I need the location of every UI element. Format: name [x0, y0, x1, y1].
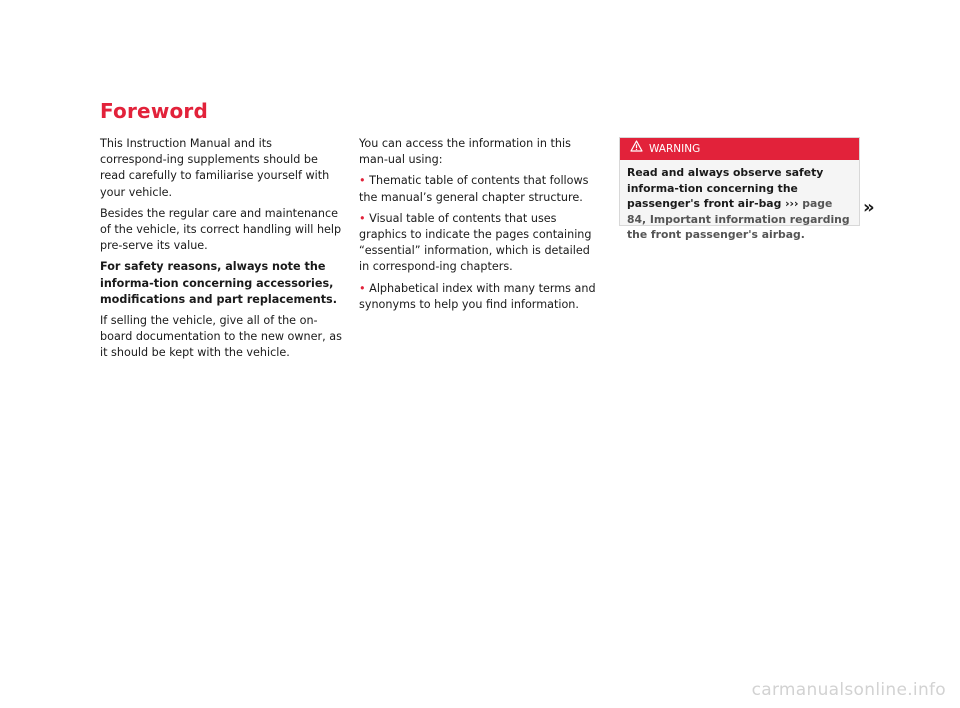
bullet-icon: • — [359, 211, 366, 225]
continue-marker-icon: » — [863, 197, 875, 218]
middle-column — [359, 136, 601, 318]
bullet-icon: • — [359, 174, 366, 188]
page-title: Foreword — [100, 99, 209, 123]
watermark: carmanualsonline.info — [751, 680, 946, 700]
warning-label: WARNING — [649, 143, 701, 155]
warning-text-main: Read and always observe safety informa-tion concerning the passenger's front air-bag — [627, 166, 824, 210]
paragraph-intro: This Instruction Manual and its correspond-ing supplements should be read carefully to familiarise yourself with your vehicle. — [100, 137, 330, 199]
left-column — [100, 136, 342, 367]
list-item — [359, 173, 601, 205]
reference-arrow-icon: ››› — [785, 197, 799, 210]
paragraph-selling: If selling the vehicle, give all of the on-board documentation to the new owner, as it should be kept with the vehicle. — [100, 314, 342, 360]
warning-triangle-icon — [630, 138, 643, 160]
warning-text — [620, 160, 859, 243]
paragraph-access: You can access the information in this man-ual using: — [359, 137, 571, 167]
paragraph-safety-note: For safety reasons, always note the informa-tion concerning accessories, modifications and part replacements. — [100, 260, 337, 306]
warning-box — [619, 137, 860, 241]
list-item — [359, 211, 601, 276]
bullet-icon: • — [359, 281, 366, 295]
warning-header — [620, 138, 859, 160]
page-reference-link[interactable]: page 84, Important information regarding the front passenger's airbag. — [627, 197, 850, 241]
list-item-text: Alphabetical index with many terms and synonyms to help you find information. — [359, 281, 596, 311]
list-item — [359, 281, 601, 313]
list-item-text: Visual table of contents that uses graphics to indicate the pages containing “essential” information, which is detailed in correspond-ing chapters. — [359, 211, 592, 274]
list-item-text: Thematic table of contents that follows the manual’s general chapter structure. — [359, 174, 589, 204]
paragraph-maintenance: Besides the regular care and maintenance of the vehicle, its correct handling will help pre-serve its value. — [100, 206, 342, 253]
